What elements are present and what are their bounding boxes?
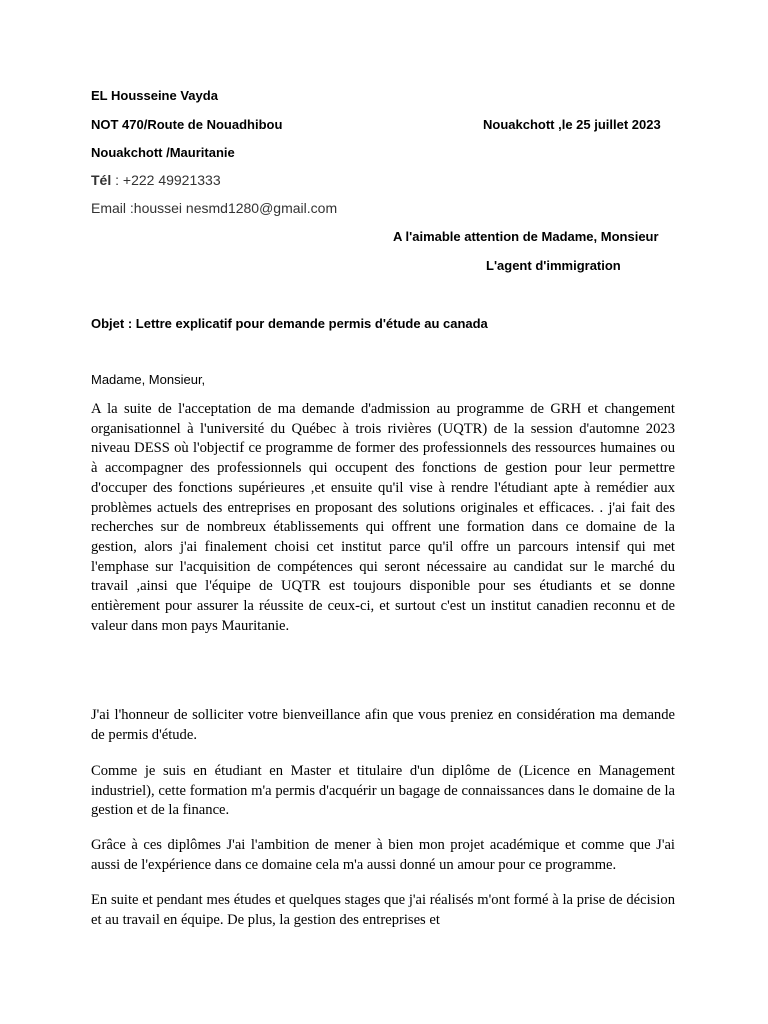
sender-phone [91, 172, 221, 188]
paragraph-text: Comme je suis en étudiant en Master et titulaire d'un diplôme de (Licence en Management industriel), cette formation m'a permis d'acquérir un bagage de connaissances dans le domaine de la gestion et de la finance. [91, 763, 675, 819]
sender-email: Email :houssei nesmd1280@gmail.com [91, 200, 338, 216]
paragraph-text: En suite et pendant mes études et quelques stages que j'ai réalisés m'ont formé à la prise de décision et au travail en équipe. De plus, la gestion des entreprises et [91, 892, 675, 928]
date-place: Nouakchott ,le 25 juillet 2023 [483, 117, 661, 132]
salutation: Madame, Monsieur, [91, 372, 206, 387]
sender-address: NOT 470/Route de Nouadhibou [91, 117, 283, 132]
body-paragraph-4 [91, 836, 675, 875]
paragraph-text: Grâce à ces diplômes J'ai l'ambition de mener à bien mon projet académique et comme que J'ai aussi de l'expérience dans ce domaine cela m'a aussi donné un amour pour ce programme. [91, 837, 675, 873]
sender-city: Nouakchott /Mauritanie [91, 145, 235, 160]
sender-name: EL Housseine Vayda [91, 88, 218, 103]
body-paragraph-3 [91, 762, 675, 821]
body-paragraph-5 [91, 891, 675, 930]
body-paragraph-1 [91, 400, 675, 636]
recipient-line-2: L'agent d'immigration [486, 258, 621, 273]
phone-value: : +222 49921333 [111, 172, 221, 188]
subject-line: Objet : Lettre explicatif pour demande permis d'étude au canada [91, 316, 488, 331]
body-paragraph-2 [91, 706, 675, 745]
paragraph-text: A la suite de l'acceptation de ma demande d'admission au programme de GRH et changement organisationnel à l'université du Québec à trois rivières (UQTR) de la session d'automne 2023 niveau DESS où l'objectif ce programme de former des professionnels des ressources humaines ou à accompagner des professionnels qui occupent des fonctions de gestion pour leur permettre d'occuper des fonctions supérieures ,et ensuite qu'il vise à rendre l'étudiant apte à remédier aux problèmes actuels des entreprises en proposant des solutions originales et efficaces. . j'ai fait des recherches sur de nombreux établissements qui offrent une formation dans ce domaine de la gestion, alors j'ai finalement choisi cet institut parce qu'il offre un parcours intensif qui met l'emphase sur l'acquisition de compétences qui seront nécessaire au candidat sur le marché du travail ,ainsi que l'équipe de UQTR est toujours disponible pour ses étudiants et se donne entièrement pour assurer la réussite de ceux-ci, et surtout c'est un institut canadien reconnu et de valeur dans mon pays Mauritanie. [91, 401, 675, 634]
paragraph-text: J'ai l'honneur de solliciter votre bienveillance afin que vous preniez en considération ma demande de permis d'étude. [91, 707, 675, 743]
phone-label: Tél [91, 172, 112, 188]
recipient-line-1: A l'aimable attention de Madame, Monsieur [393, 229, 659, 244]
